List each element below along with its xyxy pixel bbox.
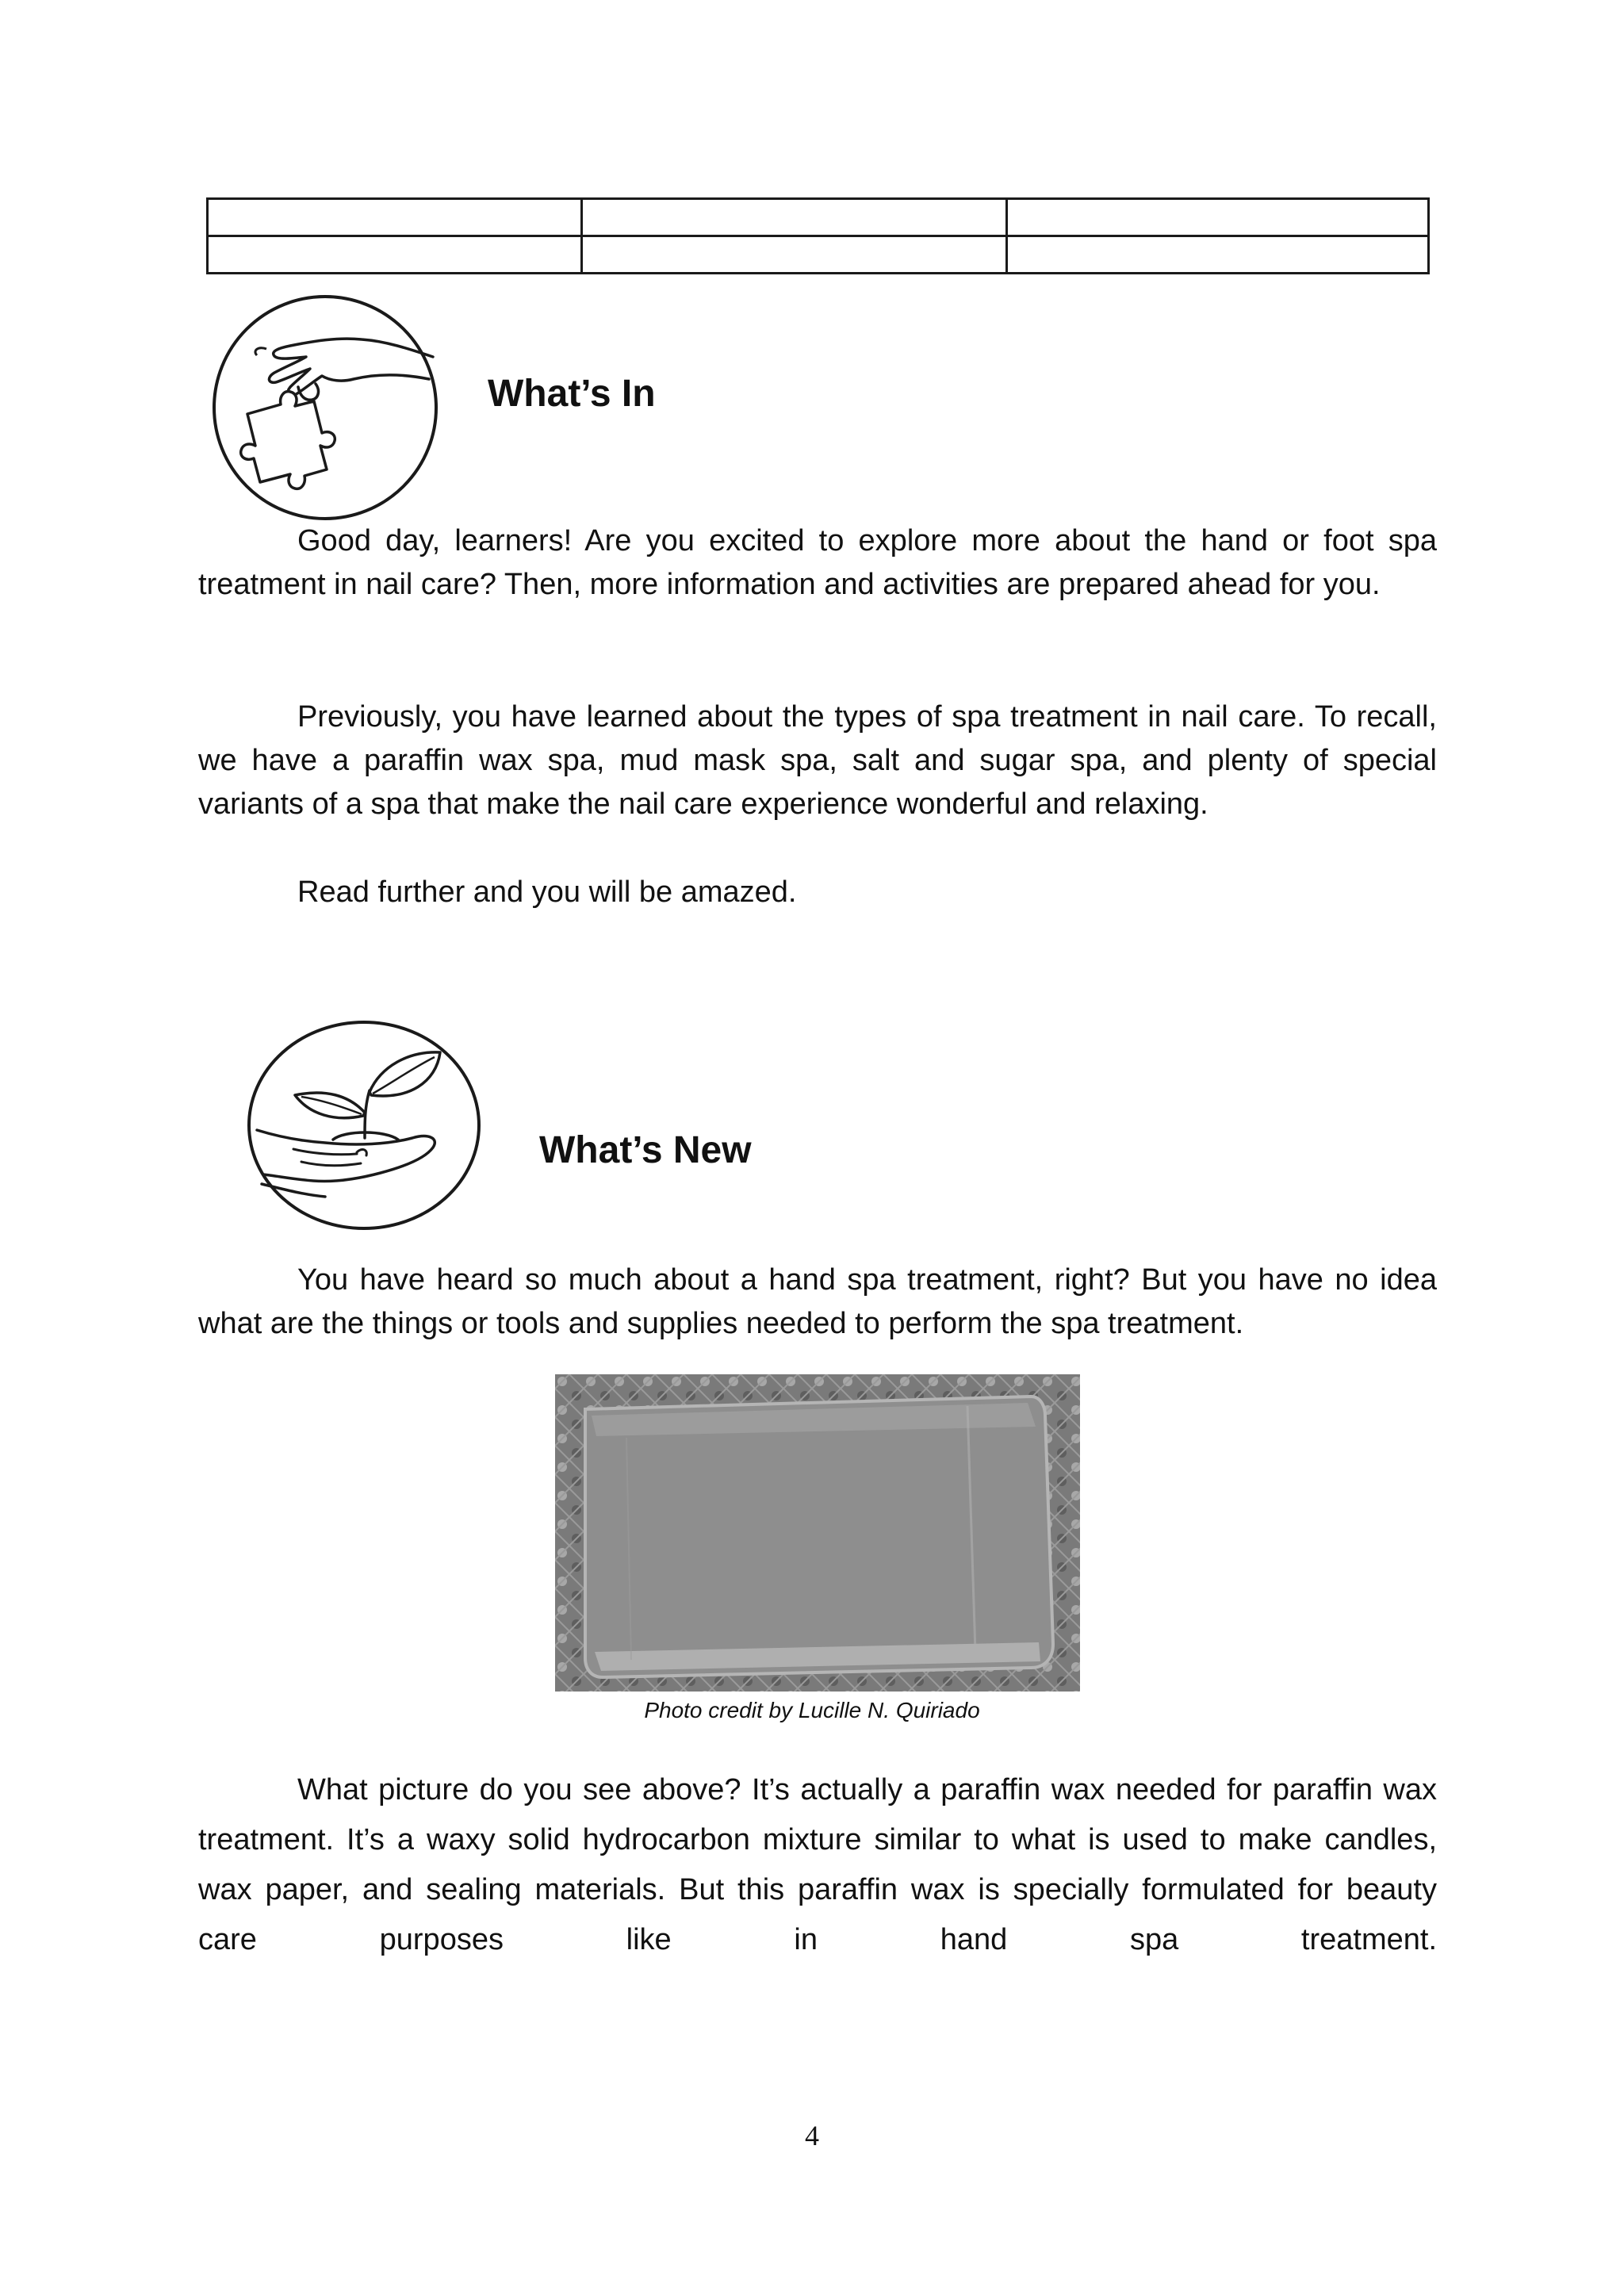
page-number: 4 bbox=[805, 2120, 819, 2151]
whats-in-paragraph-2: Previously, you have learned about the types of spa treatment in nail care. To recall, we have a paraffin wax spa, mud mask spa, salt and sugar spa, and plenty of special variants of a spa that make the nail care experience wonderful and relaxing. bbox=[198, 700, 1437, 821]
table-cell bbox=[208, 199, 582, 236]
table-cell bbox=[1007, 199, 1429, 236]
whats-new-title: What’s New bbox=[539, 1129, 752, 1171]
table-cell bbox=[582, 199, 1007, 236]
hand-puzzle-piece-icon bbox=[211, 293, 439, 522]
whats-new-body: What picture do you see above? It’s actually a paraffin wax needed for paraffin wax treatment. It’s a waxy solid hydrocarbon mixture similar to what is used to make candles, wax paper, and sealing materials. But this paraffin wax is specially formulated for beauty care purposes like in hand spa treatment. bbox=[198, 1773, 1437, 1956]
whats-new-intro: You have heard so much about a hand spa treatment, right? But you have no idea what are the things or tools and supplies needed to perform the spa treatment. bbox=[198, 1263, 1437, 1340]
table-row bbox=[208, 236, 1429, 274]
hand-seedling-icon bbox=[246, 1019, 482, 1232]
table-cell bbox=[208, 236, 582, 274]
table-row bbox=[208, 199, 1429, 236]
whats-in-paragraph-3: Read further and you will be amazed. bbox=[297, 875, 797, 909]
paraffin-wax-bar-photo bbox=[555, 1374, 1080, 1692]
table-cell bbox=[582, 236, 1007, 274]
empty-table bbox=[206, 197, 1430, 274]
table-cell bbox=[1007, 236, 1429, 274]
photo-caption: Photo credit by Lucille N. Quiriado bbox=[644, 1698, 980, 1722]
whats-in-title: What’s In bbox=[488, 373, 656, 415]
whats-in-paragraph-1: Good day, learners! Are you excited to explore more about the hand or foot spa treatment in nail care? Then, more information and activities are prepared ahead for you. bbox=[198, 524, 1437, 601]
